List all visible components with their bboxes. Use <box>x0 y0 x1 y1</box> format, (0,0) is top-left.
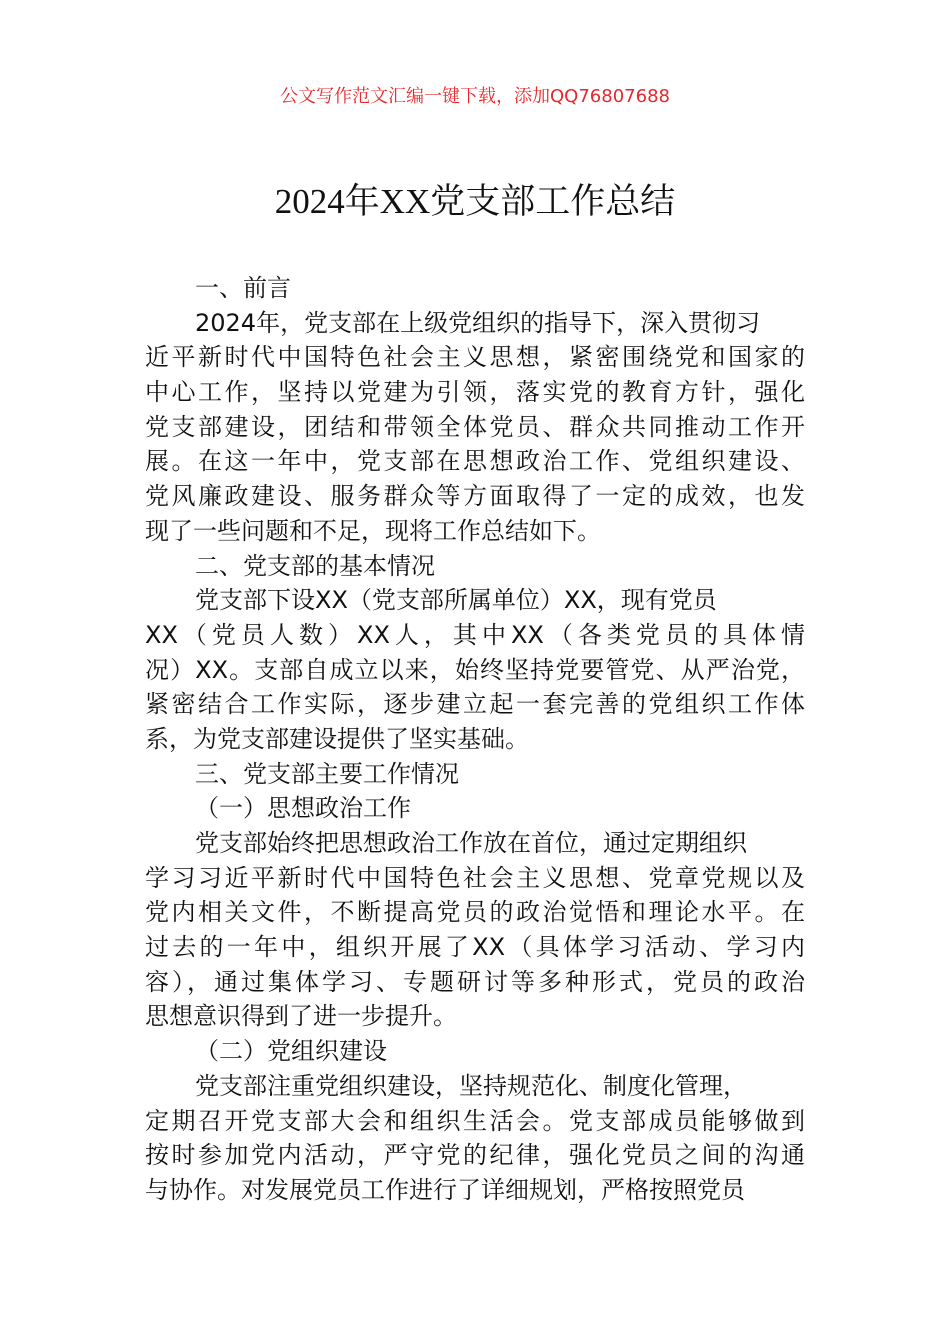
text-line: 与协作。对发展党员工作进行了详细规划，严格按照党员 <box>145 1175 745 1204</box>
text-line: 思想意识得到了进一步提升。 <box>145 1002 457 1031</box>
section-heading <box>145 791 805 826</box>
text-line: 近平新时代中国特色社会主义思想，紧密围绕党和国家的 <box>145 343 805 372</box>
text-line: 展。在这一年中，党支部在思想政治工作、党组织建设、 <box>145 447 805 476</box>
text-line: 况）XX。支部自成立以来，始终坚持党要管党、从严治党， <box>145 655 805 684</box>
text-line: （一）思想政治工作 <box>195 794 411 823</box>
text-line: 按时参加党内活动，严守党的纪律，强化党员之间的沟通 <box>145 1141 805 1170</box>
download-notice: 公文写作范文汇编一键下载，添加QQ76807688 <box>280 86 670 107</box>
document-body <box>145 271 805 1208</box>
section-heading <box>145 1034 805 1069</box>
text-line: 党风廉政建设、服务群众等方面取得了一定的成效，也发 <box>145 482 805 511</box>
text-line: 现了一些问题和不足，现将工作总结如下。 <box>145 516 601 545</box>
section-heading <box>145 271 805 306</box>
text-line: 系，为党支部建设提供了坚实基础。 <box>145 724 529 753</box>
text-line: 党内相关文件，不断提高党员的政治觉悟和理论水平。在 <box>145 898 805 927</box>
text-line: 过去的一年中，组织开展了XX（具体学习活动、学习内 <box>145 933 805 962</box>
section-heading <box>145 757 805 792</box>
text-line: 2024年，党支部在上级党组织的指导下，深入贯彻习 <box>195 308 761 337</box>
text-line: 党支部下设XX（党支部所属单位）XX，现有党员 <box>195 586 717 615</box>
text-line: 紧密结合工作实际，逐步建立起一套完善的党组织工作体 <box>145 690 805 719</box>
text-line: 二、党支部的基本情况 <box>195 551 435 580</box>
text-line: 一、前言 <box>195 274 291 302</box>
section-heading <box>145 549 805 584</box>
text-line: 学习习近平新时代中国特色社会主义思想、党章党规以及 <box>145 863 805 892</box>
paragraph <box>145 826 805 1034</box>
text-line: 定期召开党支部大会和组织生活会。党支部成员能够做到 <box>145 1106 805 1135</box>
document-title: 2024年XX党支部工作总结 <box>274 182 676 221</box>
text-line: 中心工作，坚持以党建为引领，落实党的教育方针，强化 <box>145 378 805 407</box>
paragraph <box>145 306 805 549</box>
text-line: XX（党员人数）XX人，其中XX（各类党员的具体情 <box>145 620 805 649</box>
text-line: 党支部始终把思想政治工作放在首位，通过定期组织 <box>195 829 747 857</box>
text-line: 党支部注重党组织建设，坚持规范化、制度化管理， <box>195 1071 747 1100</box>
text-line: 容），通过集体学习、专题研讨等多种形式，党员的政治 <box>145 967 805 996</box>
text-line: 三、党支部主要工作情况 <box>195 759 459 788</box>
paragraph <box>145 1069 805 1208</box>
text-line: （二）党组织建设 <box>195 1037 387 1066</box>
paragraph <box>145 583 805 756</box>
text-line: 党支部建设，团结和带领全体党员、群众共同推动工作开 <box>145 412 805 441</box>
